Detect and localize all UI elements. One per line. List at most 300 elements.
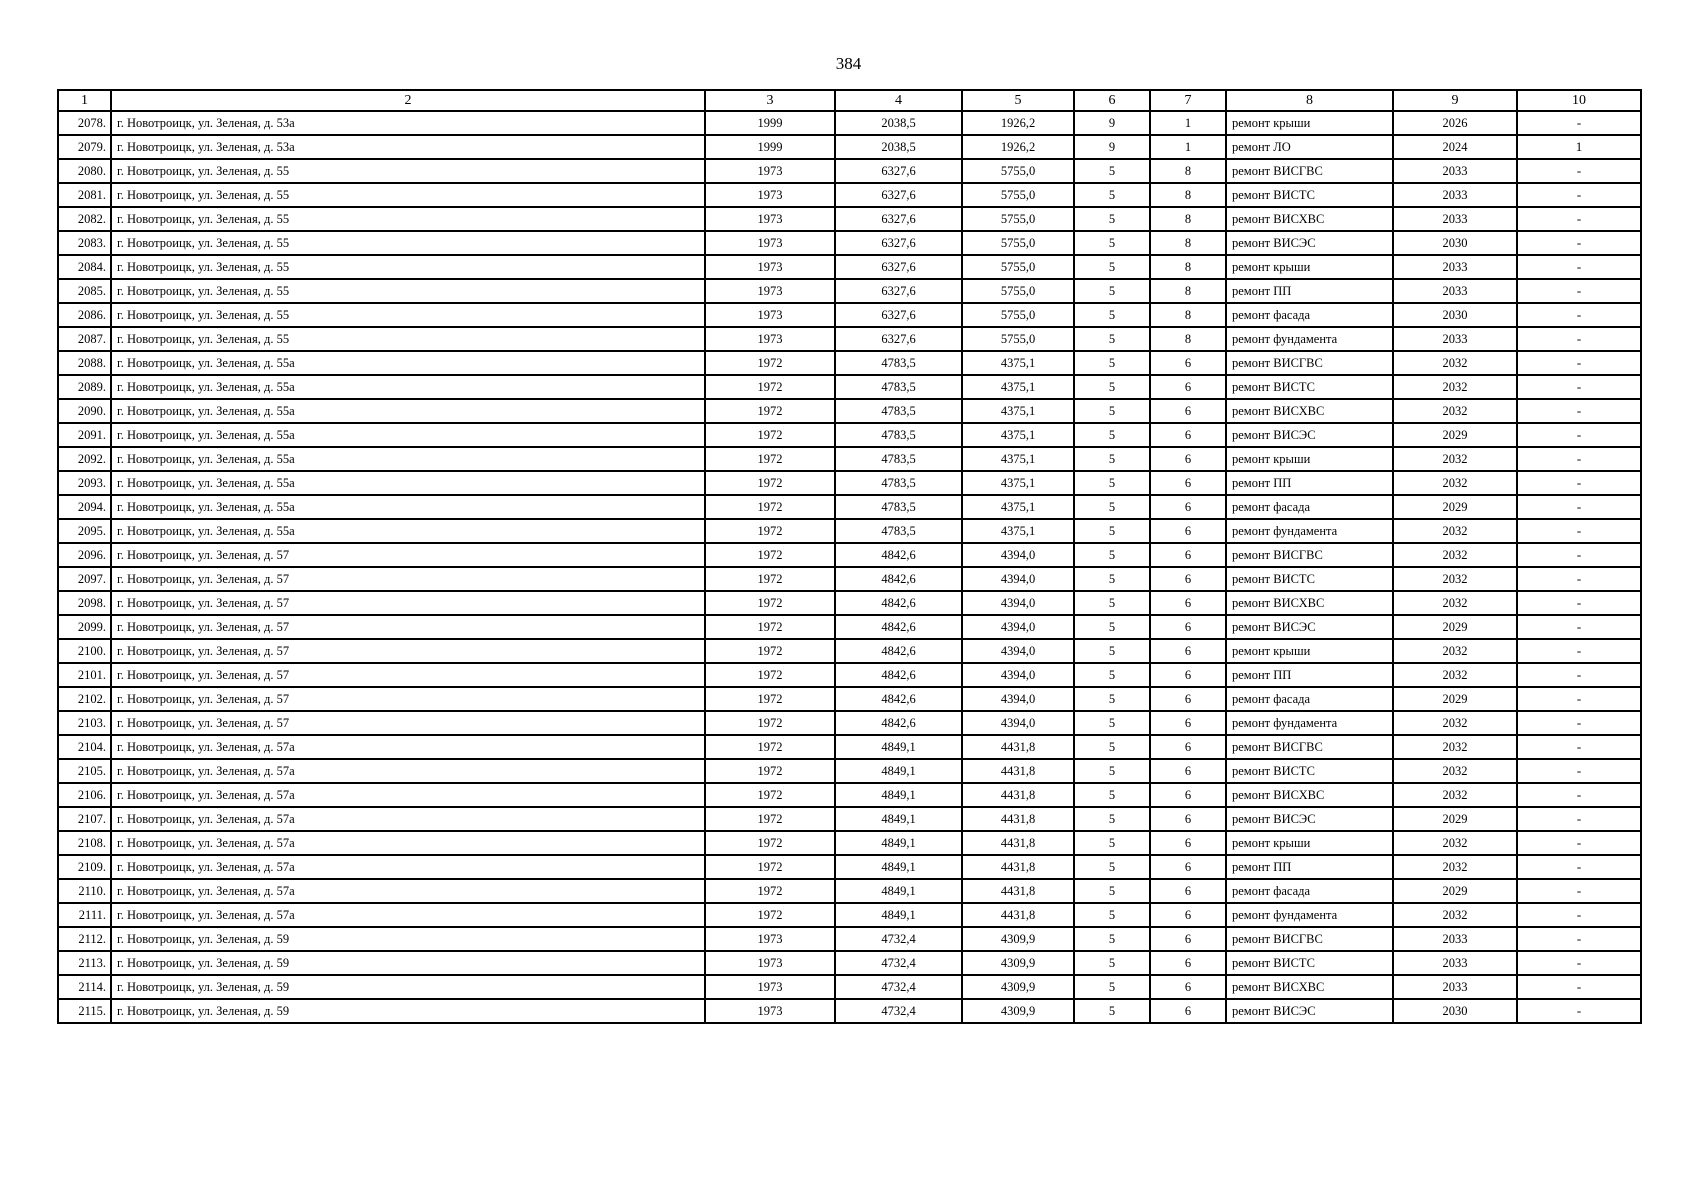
year-built-cell: 1972 [705,351,835,375]
living-area-cell: 1926,2 [962,111,1074,135]
table-row [58,447,1641,471]
entrances-cell: 8 [1150,255,1226,279]
table-row [58,831,1641,855]
note-cell: - [1517,759,1641,783]
total-area-cell: 4842,6 [835,639,962,663]
year-built-cell: 1972 [705,735,835,759]
total-area-cell: 4732,4 [835,975,962,999]
total-area-cell: 2038,5 [835,135,962,159]
address-cell: г. Новотроицк, ул. Зеленая, д. 55а [111,495,705,519]
address-cell: г. Новотроицк, ул. Зеленая, д. 55а [111,447,705,471]
note-cell: - [1517,279,1641,303]
work-type-cell: ремонт фундамента [1226,711,1393,735]
planned-year-cell: 2026 [1393,111,1517,135]
total-area-cell: 4732,4 [835,927,962,951]
year-built-cell: 1973 [705,159,835,183]
total-area-cell: 6327,6 [835,255,962,279]
floors-cell: 5 [1074,327,1150,351]
note-cell: - [1517,591,1641,615]
floors-cell: 5 [1074,663,1150,687]
table-body [58,111,1641,1023]
planned-year-cell: 2033 [1393,183,1517,207]
table-row [58,783,1641,807]
entrances-cell: 6 [1150,999,1226,1023]
note-cell: - [1517,735,1641,759]
entrances-cell: 1 [1150,135,1226,159]
work-type-cell: ремонт ВИСГВС [1226,543,1393,567]
address-cell: г. Новотроицк, ул. Зеленая, д. 55а [111,519,705,543]
year-built-cell: 1999 [705,111,835,135]
living-area-cell: 5755,0 [962,207,1074,231]
note-cell: - [1517,999,1641,1023]
year-built-cell: 1972 [705,663,835,687]
living-area-cell: 4309,9 [962,951,1074,975]
note-cell: - [1517,783,1641,807]
planned-year-cell: 2033 [1393,951,1517,975]
living-area-cell: 5755,0 [962,279,1074,303]
address-cell: г. Новотроицк, ул. Зеленая, д. 57а [111,807,705,831]
address-cell: г. Новотроицк, ул. Зеленая, д. 57 [111,591,705,615]
address-cell: г. Новотроицк, ул. Зеленая, д. 57 [111,567,705,591]
column-header: 3 [705,90,835,111]
entrances-cell: 6 [1150,639,1226,663]
row-number-cell: 2100. [58,639,111,663]
address-cell: г. Новотроицк, ул. Зеленая, д. 55 [111,303,705,327]
total-area-cell: 4783,5 [835,351,962,375]
work-type-cell: ремонт фасада [1226,495,1393,519]
floors-cell: 5 [1074,735,1150,759]
work-type-cell: ремонт ПП [1226,855,1393,879]
table-row [58,135,1641,159]
living-area-cell: 4431,8 [962,831,1074,855]
living-area-cell: 4431,8 [962,783,1074,807]
year-built-cell: 1972 [705,447,835,471]
address-cell: г. Новотроицк, ул. Зеленая, д. 59 [111,927,705,951]
entrances-cell: 6 [1150,663,1226,687]
address-cell: г. Новотроицк, ул. Зеленая, д. 57 [111,639,705,663]
planned-year-cell: 2032 [1393,471,1517,495]
work-type-cell: ремонт фундамента [1226,327,1393,351]
work-type-cell: ремонт ВИСХВС [1226,783,1393,807]
work-type-cell: ремонт ПП [1226,663,1393,687]
total-area-cell: 4732,4 [835,999,962,1023]
year-built-cell: 1972 [705,519,835,543]
address-cell: г. Новотроицк, ул. Зеленая, д. 57 [111,615,705,639]
year-built-cell: 1972 [705,591,835,615]
planned-year-cell: 2032 [1393,399,1517,423]
row-number-cell: 2095. [58,519,111,543]
entrances-cell: 6 [1150,567,1226,591]
year-built-cell: 1972 [705,783,835,807]
work-type-cell: ремонт ЛО [1226,135,1393,159]
note-cell: - [1517,615,1641,639]
year-built-cell: 1972 [705,375,835,399]
row-number-cell: 2110. [58,879,111,903]
living-area-cell: 4431,8 [962,855,1074,879]
column-number-header-row [58,90,1641,111]
year-built-cell: 1972 [705,903,835,927]
total-area-cell: 4783,5 [835,447,962,471]
floors-cell: 5 [1074,255,1150,279]
address-cell: г. Новотроицк, ул. Зеленая, д. 57а [111,735,705,759]
year-built-cell: 1972 [705,615,835,639]
floors-cell: 5 [1074,711,1150,735]
work-type-cell: ремонт крыши [1226,831,1393,855]
year-built-cell: 1973 [705,231,835,255]
address-cell: г. Новотроицк, ул. Зеленая, д. 55 [111,207,705,231]
note-cell: - [1517,951,1641,975]
floors-cell: 5 [1074,159,1150,183]
entrances-cell: 6 [1150,903,1226,927]
table-row [58,519,1641,543]
floors-cell: 5 [1074,375,1150,399]
work-type-cell: ремонт ВИСГВС [1226,735,1393,759]
year-built-cell: 1972 [705,831,835,855]
total-area-cell: 4849,1 [835,735,962,759]
total-area-cell: 2038,5 [835,111,962,135]
floors-cell: 5 [1074,591,1150,615]
capital-repair-table [57,89,1642,1024]
note-cell: - [1517,159,1641,183]
planned-year-cell: 2033 [1393,255,1517,279]
table-row [58,327,1641,351]
table-row [58,399,1641,423]
note-cell: - [1517,639,1641,663]
address-cell: г. Новотроицк, ул. Зеленая, д. 57а [111,759,705,783]
entrances-cell: 6 [1150,687,1226,711]
address-cell: г. Новотроицк, ул. Зеленая, д. 57 [111,663,705,687]
table-row [58,567,1641,591]
living-area-cell: 4394,0 [962,663,1074,687]
table-row [58,543,1641,567]
address-cell: г. Новотроицк, ул. Зеленая, д. 55а [111,375,705,399]
living-area-cell: 4431,8 [962,903,1074,927]
floors-cell: 5 [1074,231,1150,255]
note-cell: - [1517,687,1641,711]
total-area-cell: 4783,5 [835,519,962,543]
row-number-cell: 2079. [58,135,111,159]
work-type-cell: ремонт фасада [1226,879,1393,903]
living-area-cell: 5755,0 [962,303,1074,327]
work-type-cell: ремонт крыши [1226,447,1393,471]
table-row [58,639,1641,663]
row-number-cell: 2105. [58,759,111,783]
entrances-cell: 8 [1150,159,1226,183]
address-cell: г. Новотроицк, ул. Зеленая, д. 53а [111,135,705,159]
entrances-cell: 6 [1150,831,1226,855]
floors-cell: 5 [1074,207,1150,231]
planned-year-cell: 2030 [1393,999,1517,1023]
year-built-cell: 1972 [705,543,835,567]
living-area-cell: 5755,0 [962,159,1074,183]
total-area-cell: 4849,1 [835,759,962,783]
row-number-cell: 2111. [58,903,111,927]
floors-cell: 5 [1074,999,1150,1023]
year-built-cell: 1972 [705,807,835,831]
work-type-cell: ремонт ВИСТС [1226,375,1393,399]
work-type-cell: ремонт ВИСЭС [1226,231,1393,255]
living-area-cell: 4375,1 [962,351,1074,375]
planned-year-cell: 2032 [1393,375,1517,399]
row-number-cell: 2102. [58,687,111,711]
planned-year-cell: 2033 [1393,927,1517,951]
year-built-cell: 1973 [705,255,835,279]
planned-year-cell: 2030 [1393,303,1517,327]
entrances-cell: 8 [1150,183,1226,207]
entrances-cell: 6 [1150,807,1226,831]
living-area-cell: 5755,0 [962,231,1074,255]
planned-year-cell: 2032 [1393,567,1517,591]
living-area-cell: 1926,2 [962,135,1074,159]
address-cell: г. Новотроицк, ул. Зеленая, д. 59 [111,999,705,1023]
total-area-cell: 4842,6 [835,615,962,639]
note-cell: - [1517,879,1641,903]
table-row [58,303,1641,327]
floors-cell: 9 [1074,111,1150,135]
column-header: 10 [1517,90,1641,111]
row-number-cell: 2083. [58,231,111,255]
table-row [58,591,1641,615]
work-type-cell: ремонт ВИСЭС [1226,615,1393,639]
table-row [58,663,1641,687]
year-built-cell: 1972 [705,567,835,591]
planned-year-cell: 2029 [1393,687,1517,711]
living-area-cell: 5755,0 [962,183,1074,207]
column-header: 9 [1393,90,1517,111]
row-number-cell: 2092. [58,447,111,471]
year-built-cell: 1973 [705,975,835,999]
year-built-cell: 1973 [705,303,835,327]
note-cell: - [1517,807,1641,831]
total-area-cell: 4849,1 [835,807,962,831]
note-cell: - [1517,327,1641,351]
total-area-cell: 4783,5 [835,375,962,399]
planned-year-cell: 2024 [1393,135,1517,159]
entrances-cell: 6 [1150,543,1226,567]
floors-cell: 5 [1074,567,1150,591]
work-type-cell: ремонт ВИСТС [1226,567,1393,591]
planned-year-cell: 2033 [1393,279,1517,303]
entrances-cell: 6 [1150,615,1226,639]
living-area-cell: 4375,1 [962,447,1074,471]
work-type-cell: ремонт ВИСХВС [1226,591,1393,615]
planned-year-cell: 2032 [1393,855,1517,879]
total-area-cell: 6327,6 [835,327,962,351]
entrances-cell: 6 [1150,927,1226,951]
table-row [58,615,1641,639]
column-header: 4 [835,90,962,111]
work-type-cell: ремонт ВИСТС [1226,759,1393,783]
living-area-cell: 4431,8 [962,759,1074,783]
entrances-cell: 8 [1150,303,1226,327]
address-cell: г. Новотроицк, ул. Зеленая, д. 57а [111,903,705,927]
total-area-cell: 4842,6 [835,567,962,591]
row-number-cell: 2114. [58,975,111,999]
floors-cell: 5 [1074,975,1150,999]
work-type-cell: ремонт ВИСГВС [1226,351,1393,375]
total-area-cell: 4849,1 [835,855,962,879]
total-area-cell: 4842,6 [835,543,962,567]
row-number-cell: 2086. [58,303,111,327]
year-built-cell: 1972 [705,471,835,495]
year-built-cell: 1972 [705,495,835,519]
table-row [58,879,1641,903]
total-area-cell: 4842,6 [835,687,962,711]
row-number-cell: 2103. [58,711,111,735]
floors-cell: 5 [1074,759,1150,783]
row-number-cell: 2113. [58,951,111,975]
work-type-cell: ремонт ВИСЭС [1226,999,1393,1023]
address-cell: г. Новотроицк, ул. Зеленая, д. 57а [111,855,705,879]
row-number-cell: 2089. [58,375,111,399]
row-number-cell: 2104. [58,735,111,759]
planned-year-cell: 2032 [1393,711,1517,735]
column-header: 8 [1226,90,1393,111]
address-cell: г. Новотроицк, ул. Зеленая, д. 57 [111,543,705,567]
year-built-cell: 1972 [705,639,835,663]
year-built-cell: 1972 [705,399,835,423]
entrances-cell: 8 [1150,327,1226,351]
planned-year-cell: 2029 [1393,423,1517,447]
planned-year-cell: 2032 [1393,351,1517,375]
floors-cell: 5 [1074,879,1150,903]
floors-cell: 5 [1074,543,1150,567]
note-cell: - [1517,399,1641,423]
note-cell: - [1517,831,1641,855]
note-cell: - [1517,423,1641,447]
column-header: 2 [111,90,705,111]
address-cell: г. Новотроицк, ул. Зеленая, д. 57 [111,711,705,735]
entrances-cell: 6 [1150,951,1226,975]
entrances-cell: 6 [1150,423,1226,447]
living-area-cell: 4394,0 [962,591,1074,615]
living-area-cell: 4309,9 [962,927,1074,951]
living-area-cell: 4309,9 [962,975,1074,999]
work-type-cell: ремонт ВИСХВС [1226,399,1393,423]
living-area-cell: 4394,0 [962,687,1074,711]
total-area-cell: 4732,4 [835,951,962,975]
row-number-cell: 2078. [58,111,111,135]
planned-year-cell: 2032 [1393,639,1517,663]
address-cell: г. Новотроицк, ул. Зеленая, д. 55а [111,471,705,495]
address-cell: г. Новотроицк, ул. Зеленая, д. 57 [111,687,705,711]
entrances-cell: 6 [1150,471,1226,495]
note-cell: - [1517,543,1641,567]
planned-year-cell: 2029 [1393,495,1517,519]
address-cell: г. Новотроицк, ул. Зеленая, д. 55 [111,255,705,279]
floors-cell: 5 [1074,495,1150,519]
floors-cell: 5 [1074,471,1150,495]
row-number-cell: 2091. [58,423,111,447]
note-cell: - [1517,567,1641,591]
living-area-cell: 4394,0 [962,567,1074,591]
note-cell: - [1517,855,1641,879]
address-cell: г. Новотроицк, ул. Зеленая, д. 53а [111,111,705,135]
entrances-cell: 6 [1150,711,1226,735]
note-cell: - [1517,111,1641,135]
total-area-cell: 4783,5 [835,471,962,495]
planned-year-cell: 2033 [1393,159,1517,183]
work-type-cell: ремонт крыши [1226,111,1393,135]
total-area-cell: 4849,1 [835,903,962,927]
row-number-cell: 2107. [58,807,111,831]
floors-cell: 5 [1074,447,1150,471]
address-cell: г. Новотроицк, ул. Зеленая, д. 55а [111,399,705,423]
table-row [58,495,1641,519]
column-header: 1 [58,90,111,111]
table-row [58,735,1641,759]
floors-cell: 5 [1074,639,1150,663]
entrances-cell: 6 [1150,735,1226,759]
year-built-cell: 1973 [705,327,835,351]
floors-cell: 5 [1074,303,1150,327]
entrances-cell: 8 [1150,231,1226,255]
row-number-cell: 2109. [58,855,111,879]
entrances-cell: 6 [1150,591,1226,615]
year-built-cell: 1973 [705,999,835,1023]
note-cell: 1 [1517,135,1641,159]
total-area-cell: 4849,1 [835,783,962,807]
table-row [58,903,1641,927]
planned-year-cell: 2033 [1393,327,1517,351]
planned-year-cell: 2033 [1393,975,1517,999]
entrances-cell: 6 [1150,855,1226,879]
planned-year-cell: 2032 [1393,519,1517,543]
floors-cell: 5 [1074,351,1150,375]
work-type-cell: ремонт ВИСГВС [1226,159,1393,183]
address-cell: г. Новотроицк, ул. Зеленая, д. 57а [111,831,705,855]
living-area-cell: 4394,0 [962,543,1074,567]
floors-cell: 5 [1074,831,1150,855]
table-row [58,255,1641,279]
table-row [58,807,1641,831]
entrances-cell: 1 [1150,111,1226,135]
floors-cell: 5 [1074,279,1150,303]
note-cell: - [1517,519,1641,543]
address-cell: г. Новотроицк, ул. Зеленая, д. 55 [111,159,705,183]
row-number-cell: 2099. [58,615,111,639]
address-cell: г. Новотроицк, ул. Зеленая, д. 55 [111,279,705,303]
table-row [58,423,1641,447]
table-row [58,975,1641,999]
living-area-cell: 4431,8 [962,735,1074,759]
row-number-cell: 2108. [58,831,111,855]
work-type-cell: ремонт фасада [1226,303,1393,327]
row-number-cell: 2085. [58,279,111,303]
work-type-cell: ремонт крыши [1226,639,1393,663]
floors-cell: 5 [1074,855,1150,879]
row-number-cell: 2096. [58,543,111,567]
address-cell: г. Новотроицк, ул. Зеленая, д. 57а [111,783,705,807]
note-cell: - [1517,663,1641,687]
address-cell: г. Новотроицк, ул. Зеленая, д. 59 [111,975,705,999]
row-number-cell: 2101. [58,663,111,687]
page-number: 384 [835,54,862,73]
table-row [58,111,1641,135]
table-row [58,351,1641,375]
planned-year-cell: 2029 [1393,879,1517,903]
planned-year-cell: 2029 [1393,807,1517,831]
living-area-cell: 4375,1 [962,399,1074,423]
total-area-cell: 4783,5 [835,399,962,423]
address-cell: г. Новотроицк, ул. Зеленая, д. 55 [111,183,705,207]
planned-year-cell: 2030 [1393,231,1517,255]
address-cell: г. Новотроицк, ул. Зеленая, д. 55 [111,231,705,255]
total-area-cell: 4849,1 [835,831,962,855]
total-area-cell: 6327,6 [835,159,962,183]
work-type-cell: ремонт ВИСЭС [1226,807,1393,831]
living-area-cell: 5755,0 [962,255,1074,279]
